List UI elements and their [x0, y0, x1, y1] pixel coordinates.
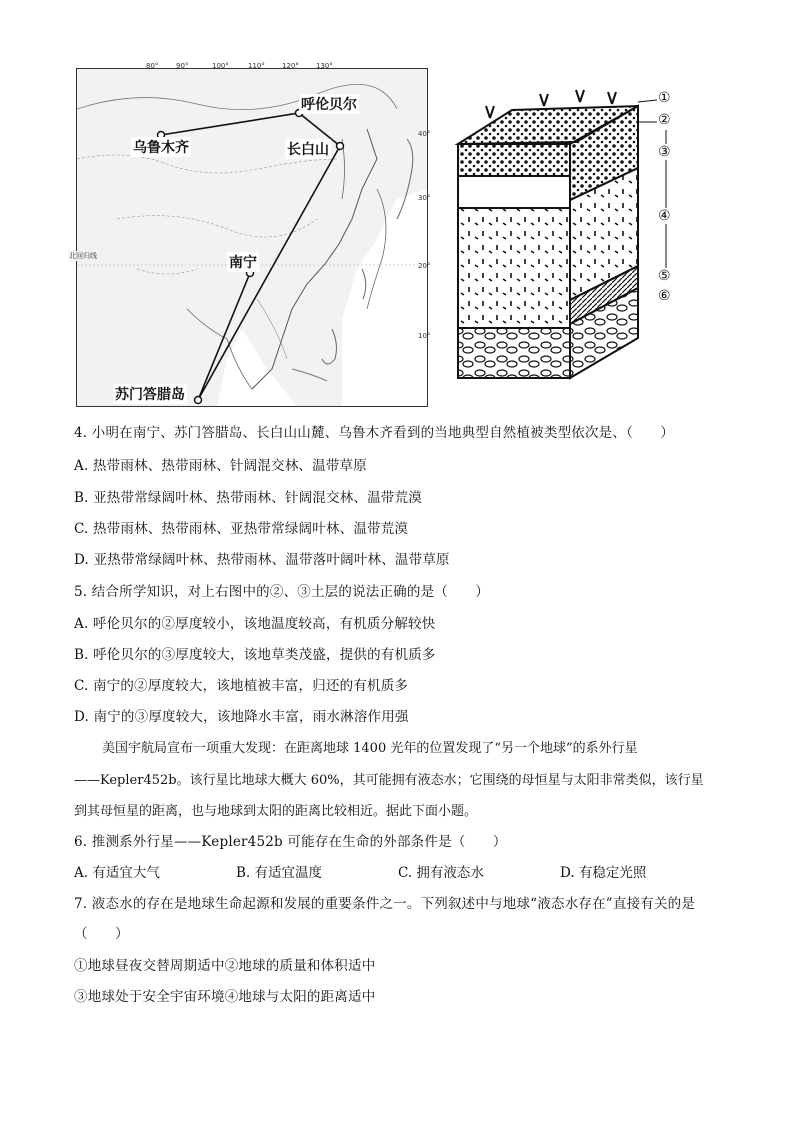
layer-label-1: ①	[658, 90, 671, 106]
q6-option-d: D. 有稳定光照	[560, 865, 647, 881]
lon-tick: 110°	[248, 62, 265, 70]
layer-label-5: ⑤	[658, 268, 671, 284]
q5-option-a: A. 呼伦贝尔的②厚度较小，该地温度较高，有机质分解较快	[74, 616, 436, 632]
layer-label-2: ②	[658, 112, 671, 128]
passage-line-1: 美国宇航局宣布一项重大发现：在距离地球 1400 光年的位置发现了“另一个地球”的系外行星	[102, 741, 638, 756]
layer-label-6: ⑥	[658, 288, 671, 304]
q7-stem: 7. 液态水的存在是地球生命起源和发展的重要条件之一。下列叙述中与地球“液态水存在”直接有关的是	[74, 896, 696, 912]
q7-statement-line-2: ③地球处于安全宇宙环境④地球与太阳的距离适中	[74, 989, 376, 1005]
q7-statement-line-1: ①地球昼夜交替周期适中②地球的质量和体积适中	[74, 958, 376, 974]
lon-tick: 120°	[282, 62, 299, 70]
lat-tick: 40°	[418, 130, 431, 138]
q5-option-b: B. 呼伦贝尔的③厚度较大，该地草类茂盛，提供的有机质多	[74, 647, 436, 663]
q4-option-a: A. 热带雨林、热带雨林、针阔混交林、温带草原	[74, 458, 367, 474]
lon-tick: 130°	[316, 62, 333, 70]
q4-stem: 4. 小明在南宁、苏门答腊岛、长白山山麓、乌鲁木齐看到的当地典型自然植被类型依次是、（ ）	[74, 425, 675, 441]
layer-label-4: ④	[658, 208, 671, 224]
q6-option-a: A. 有适宜大气	[74, 865, 160, 881]
asia-map	[69, 68, 431, 407]
label-urumqi: 乌鲁木齐	[131, 137, 191, 157]
q6-option-b: B. 有适宜温度	[236, 865, 323, 881]
map-graphic	[77, 69, 427, 406]
lon-tick: 90°	[176, 62, 189, 70]
label-hulunbuir: 呼伦贝尔	[299, 94, 359, 114]
lat-tick: 20°	[418, 262, 431, 270]
lat-tick: 10°	[418, 332, 431, 340]
q6-option-c: C. 拥有液态水	[398, 865, 484, 881]
layer-label-3: ③	[658, 144, 671, 160]
label-nanning: 南宁	[227, 252, 259, 272]
q7-answer-paren: （ ）	[74, 926, 129, 942]
q6-stem: 6. 推测系外行星——Kepler452b 可能存在生命的外部条件是（ ）	[74, 834, 507, 850]
lon-tick: 80°	[146, 62, 159, 70]
q4-option-d: D. 亚热带常绿阔叶林、热带雨林、温带落叶阔叶林、温带草原	[74, 552, 450, 568]
tropic-label: 北回归线	[69, 252, 97, 260]
q5-option-d: D. 南宁的③厚度较大，该地降水丰富，雨水淋溶作用强	[74, 709, 409, 725]
q4-option-c: C. 热带雨林、热带雨林、亚热带常绿阔叶林、温带荒漠	[74, 521, 409, 537]
label-changbaishan: 长白山	[285, 139, 331, 159]
q5-stem: 5. 结合所学知识，对上右图中的②、③土层的说法正确的是（ ）	[74, 584, 490, 600]
passage-line-3: 到其母恒星的距离，也与地球到太阳的距离比较相近。据此下面小题。	[74, 804, 478, 819]
lon-tick: 100°	[212, 62, 229, 70]
passage-line-2: ——Kepler452b。该行星比地球大概大 60%，其可能拥有液态水；它围绕的母恒星与太阳非常类似，该行星	[74, 773, 704, 788]
soil-profile-diagram	[452, 88, 692, 388]
label-sumatra: 苏门答腊岛	[113, 384, 187, 404]
q4-option-b: B. 亚热带常绿阔叶林、热带雨林、针阔混交林、温带荒漠	[74, 490, 422, 506]
soil-profile-graphic	[452, 88, 692, 388]
q5-option-c: C. 南宁的②厚度较大，该地植被丰富，归还的有机质多	[74, 678, 409, 694]
lat-tick: 30°	[418, 194, 431, 202]
